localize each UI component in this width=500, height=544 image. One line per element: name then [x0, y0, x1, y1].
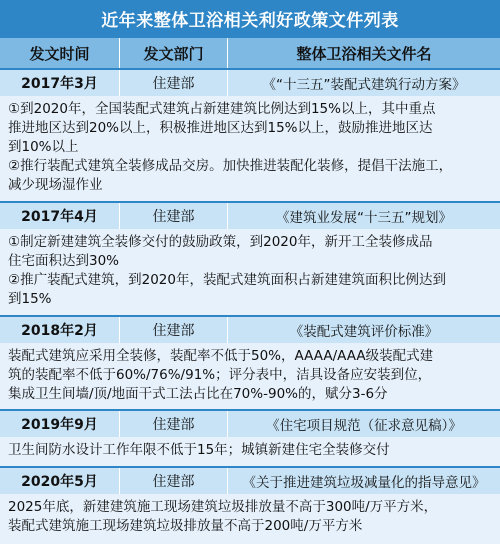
row-file: 《装配式建筑评价标准》 [289, 324, 439, 340]
description-line: 推进地区达到20%以上，积极推进地区达到15%以上，鼓励推进地区达 [8, 120, 433, 136]
row-time: 2020年5月 [0, 468, 120, 494]
table-row [0, 409, 500, 439]
row-file: 《“十三五”装配式建筑行动方案》 [262, 77, 466, 93]
row-time: 2017年4月 [0, 203, 120, 229]
header-file: 整体卫浴相关文件名 [296, 44, 432, 63]
row-time: 2019年9月 [0, 411, 120, 437]
description-line: 到10%以上 [8, 139, 79, 155]
row-description [0, 494, 500, 540]
description-line: 筑的装配率不低于60%/76%/91%；评分表中，洁具设备应安装到位， [8, 367, 432, 383]
description-line: 卫生间防水设计工作年限不低于15年；城镇新建住宅全装修交付 [8, 442, 390, 458]
row-file: 《关于推进建筑垃圾减量化的指导意见》 [242, 475, 486, 491]
row-file: 《建筑业发展“十三五”规划》 [276, 210, 452, 226]
table-row [0, 315, 500, 345]
header-dept: 发文部门 [120, 38, 228, 68]
description-line: 装配式建筑应采用全装修，装配率不低于50%，AAAA/AAA级装配式建 [8, 348, 434, 364]
row-description [0, 437, 500, 464]
row-dept: 住建部 [120, 70, 228, 96]
row-dept: 住建部 [120, 468, 228, 494]
row-description [0, 96, 500, 199]
description-line: 集成卫生间墙/顶/地面干式工法占比在70%-90%的，赋分3-6分 [8, 386, 388, 402]
description-line: ①到2020年，全国装配式建筑占新建建筑比例达到15%以上，其中重点 [8, 101, 436, 117]
row-dept: 住建部 [120, 411, 228, 437]
row-file: 《住宅项目规范（征求意见稿）》 [266, 418, 462, 434]
row-description [0, 229, 500, 313]
description-line: ②推广装配式建筑，到2020年，装配式建筑面积占新建建筑面积比例达到 [8, 272, 446, 288]
table-row [0, 68, 500, 98]
description-line: 到15% [8, 291, 52, 307]
table-row [0, 466, 500, 496]
row-time: 2017年3月 [0, 70, 120, 96]
header-time: 发文时间 [0, 38, 120, 68]
table-row [0, 201, 500, 231]
description-line: ①制定新建建筑全装修交付的鼓励政策，到2020年，新开工全装修成品 [8, 234, 433, 250]
description-line: 住宅面积达到30% [8, 253, 120, 269]
row-time: 2018年2月 [0, 317, 120, 343]
row-dept: 住建部 [120, 317, 228, 343]
description-line: 2025年底，新建建筑施工现场建筑垃圾排放量不高于300吨/万平方米， [8, 499, 438, 515]
table-title: 近年来整体卫浴相关利好政策文件列表 [0, 0, 500, 36]
description-line: ②推行装配式建筑全装修成品交房。加快推进装配化装修，提倡干法施工， [8, 158, 453, 174]
description-line: 装配式建筑施工现场建筑垃圾排放量不高于200吨/万平方米 [8, 518, 363, 534]
description-line: 减少现场湿作业 [8, 177, 103, 193]
row-description [0, 343, 500, 408]
table-header [0, 36, 500, 70]
row-dept: 住建部 [120, 203, 228, 229]
